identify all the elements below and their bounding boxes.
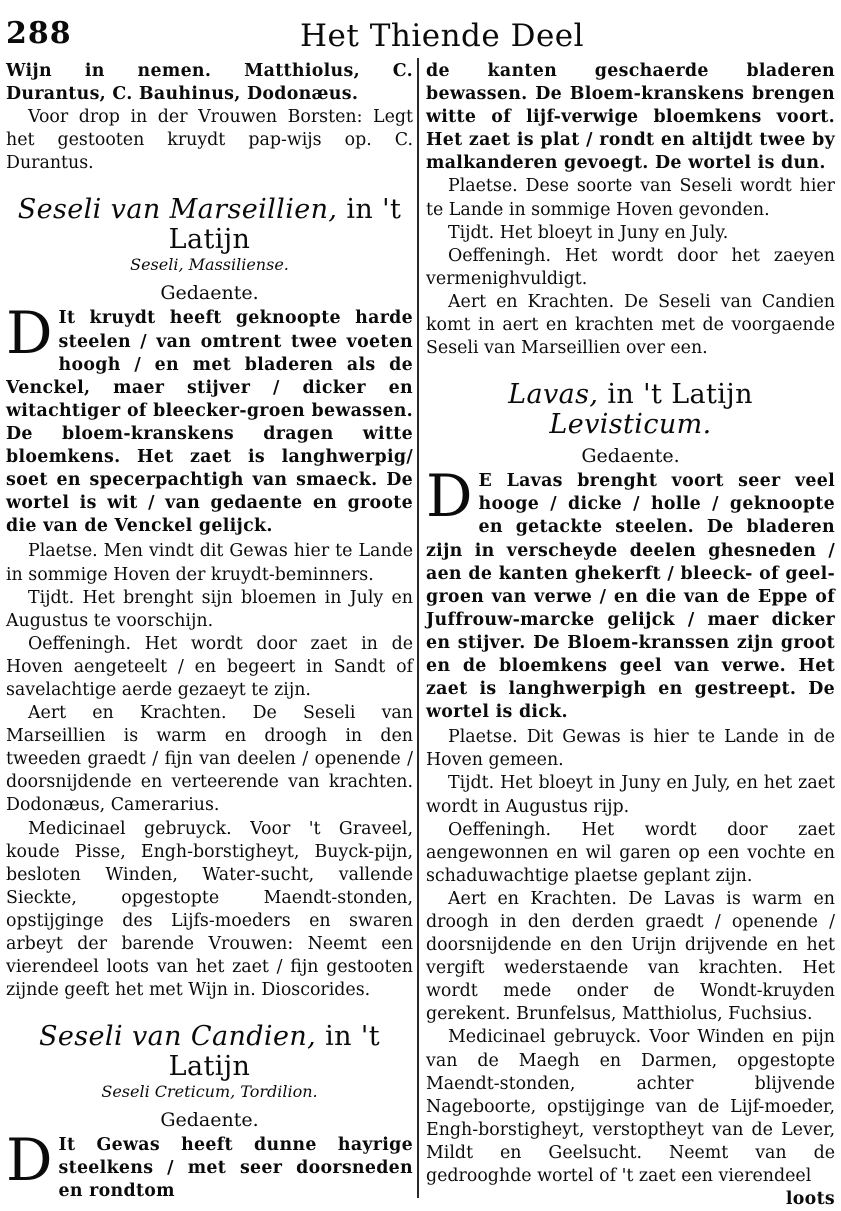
- catchword: loots: [785, 1189, 835, 1210]
- entry-title-latin: Levisticum.: [549, 409, 712, 441]
- paragraph-tijdt: Tijdt. Het bloeyt in Juny en July.: [448, 222, 729, 243]
- paragraph-oeffeningh: Oeffeningh. Het wordt door zaet in de Hoven aengeteelt / en begeert in Sandt of savelachtige aerde gezaeyt te zijn.: [6, 633, 413, 700]
- entry-title-mid: in 't Latijn: [607, 379, 753, 411]
- page-number: 288: [6, 16, 72, 51]
- latin-name: Seseli Creticum, Tordilion.: [101, 1082, 318, 1102]
- section-heading-gedaente: Gedaente.: [581, 445, 680, 468]
- paragraph-medicinael-gebruyck: Medicinael gebruyck. Voor 't Graveel, koude Pisse, Engh-borstigheyt, Buyck-pijn, besloten Winden, Water-sucht, vallende Sieckte, opgestopte Maendt-stonden, opstijginge des Lijfs-moeders en swaren arbeyt der barende Vrouwen: Neemt een vierendeel loots van het zaet / fijn gestooten zijnde geeft het met Wijn in. Dioscorides.: [6, 818, 413, 1001]
- drop-cap: D: [426, 462, 473, 531]
- paragraph-plaetse: Plaetse. Men vindt dit Gewas hier te Lande in sommige Hoven der kruydt-beminners.: [6, 541, 413, 585]
- continued-text: Wijn in nemen. Matthiolus, C. Durantus, C. Bauhinus, Dodonæus.: [6, 61, 413, 105]
- paragraph-aert-en-krachten: Aert en Krachten. De Seseli van Marseillien is warm en droogh in den tweeden graedt / fijn van deelen / openende / doorsnijdende en verteerende van krachten. Dodonæus, Camerarius.: [6, 703, 413, 816]
- running-title: Het Thiende Deel: [300, 18, 585, 54]
- paragraph-text: It kruydt heeft geknoopte harde steelen / van omtrent twee voeten hoogh / en met bladeren als de Venckel, maer stijver / dicker en witachtiger of bleecker-groen bewassen. De bloem-kranskens dragen witte bloemkens. Het zaet is langhwerpig/ soet en specerpachtigh van smaeck. De wortel is wit / van gedaente en groote die van de Venckel gelijck.: [6, 308, 413, 537]
- section-heading-gedaente: Gedaente.: [160, 1109, 259, 1132]
- paragraph-oeffeningh: Oeffeningh. Het wordt door het zaeyen vermenighvuldigt.: [426, 245, 835, 289]
- paragraph-medicinael-gebruyck: Medicinael gebruyck. Voor Winden en pijn van de Maegh en Darmen, opgestopte Maendt-stonden, achter blijvende Nageboorte, opstijginge van de Lijf-moeder, Engh-borstigheyt, verstoptheyt van de Lever, Mildt en Geelsucht. Neemt van de gedrooghde wortel of 't zaet een vierendeel: [426, 1027, 835, 1187]
- paragraph-aert-en-krachten: Aert en Krachten. De Seseli van Candien komt in aert en krachten met de voorgaende Seseli van Marseillien over een.: [426, 291, 835, 359]
- entry-title-seseli-candien: [6, 1022, 413, 1082]
- entry-title-lavas: [426, 380, 835, 440]
- column-divider: [417, 58, 419, 1198]
- page-header: [0, 0, 841, 60]
- left-column: [6, 60, 413, 1202]
- right-column: [426, 60, 835, 1210]
- entry-title-name: Lavas,: [508, 379, 599, 411]
- paragraph-gedaente: [426, 462, 835, 724]
- paragraph-tijdt: Tijdt. Het brenght sijn bloemen in July en Augustus te voorschijn.: [6, 587, 413, 631]
- section-heading-gedaente: Gedaente.: [160, 282, 259, 305]
- paragraph-tijdt: Tijdt. Het bloeyt in Juny en July, en het zaet wordt in Augustus rijp.: [426, 773, 835, 817]
- entry-title-name: Seseli van Marseillien,: [17, 194, 338, 226]
- paragraph-drop-remedy: Voor drop in der Vrouwen Borsten: Legt het gestooten kruydt pap-wijs op. C. Durantus.: [6, 107, 413, 174]
- entry-title-name: Seseli van Candien,: [39, 1021, 317, 1053]
- paragraph-oeffeningh: Oeffeningh. Het wordt door zaet aengewonnen en wil garen op een vochte en schaduwachtige plaetse geplant zijn.: [426, 819, 835, 886]
- paragraph-gedaente: [6, 299, 413, 538]
- drop-cap: D: [6, 1126, 53, 1195]
- entry-title-suffix: in 't Latijn: [168, 1021, 380, 1083]
- paragraph-text: It Gewas heeft dunne hayrige steelkens / met seer doorsneden en rondtom: [58, 1135, 413, 1202]
- entry-title-seseli-marseillien: [6, 195, 413, 255]
- paragraph-text: E Lavas brenght voort seer veel hooge / dicke / holle / geknoopte en getackte steelen. De bladeren zijn in verscheyde deelen ghesneden / aen de kanten ghekerft / bleeck- of geel-groen van verwe / en die van de Eppe of Juffrouw-marcke gelijck / maer dicker en stijver. De Bloem-kranssen zijn groot en de bloemkens geel van verwe. Het zaet is langhwerpigh en gestreept. De wortel is dick.: [426, 471, 835, 723]
- continued-text: de kanten geschaerde bladeren bewassen. De Bloem-kranskens brengen witte of lijf-verwige bloemkens voort. Het zaet is plat / rondt en altijdt twee by malkanderen gevoegt. De wortel is dun.: [426, 61, 835, 174]
- paragraph-gedaente: [6, 1126, 413, 1203]
- entry-title-suffix: in 't Latijn: [168, 194, 402, 256]
- latin-name: Seseli, Massiliense.: [130, 255, 289, 275]
- paragraph-plaetse: Plaetse. Dit Gewas is hier te Lande in de Hoven gemeen.: [426, 727, 835, 771]
- paragraph-plaetse: Plaetse. Dese soorte van Seseli wordt hier te Lande in sommige Hoven gevonden.: [426, 176, 835, 220]
- paragraph-aert-en-krachten: Aert en Krachten. De Lavas is warm en droogh in den derden graedt / openende / doorsnijdende en den Urijn drijvende en het vergift wederstaende van krachten. Het wordt mede onder de Wondt-kruyden gerekent. Brunfelsus, Matthiolus, Fuchsius.: [426, 888, 835, 1025]
- drop-cap: D: [6, 299, 53, 368]
